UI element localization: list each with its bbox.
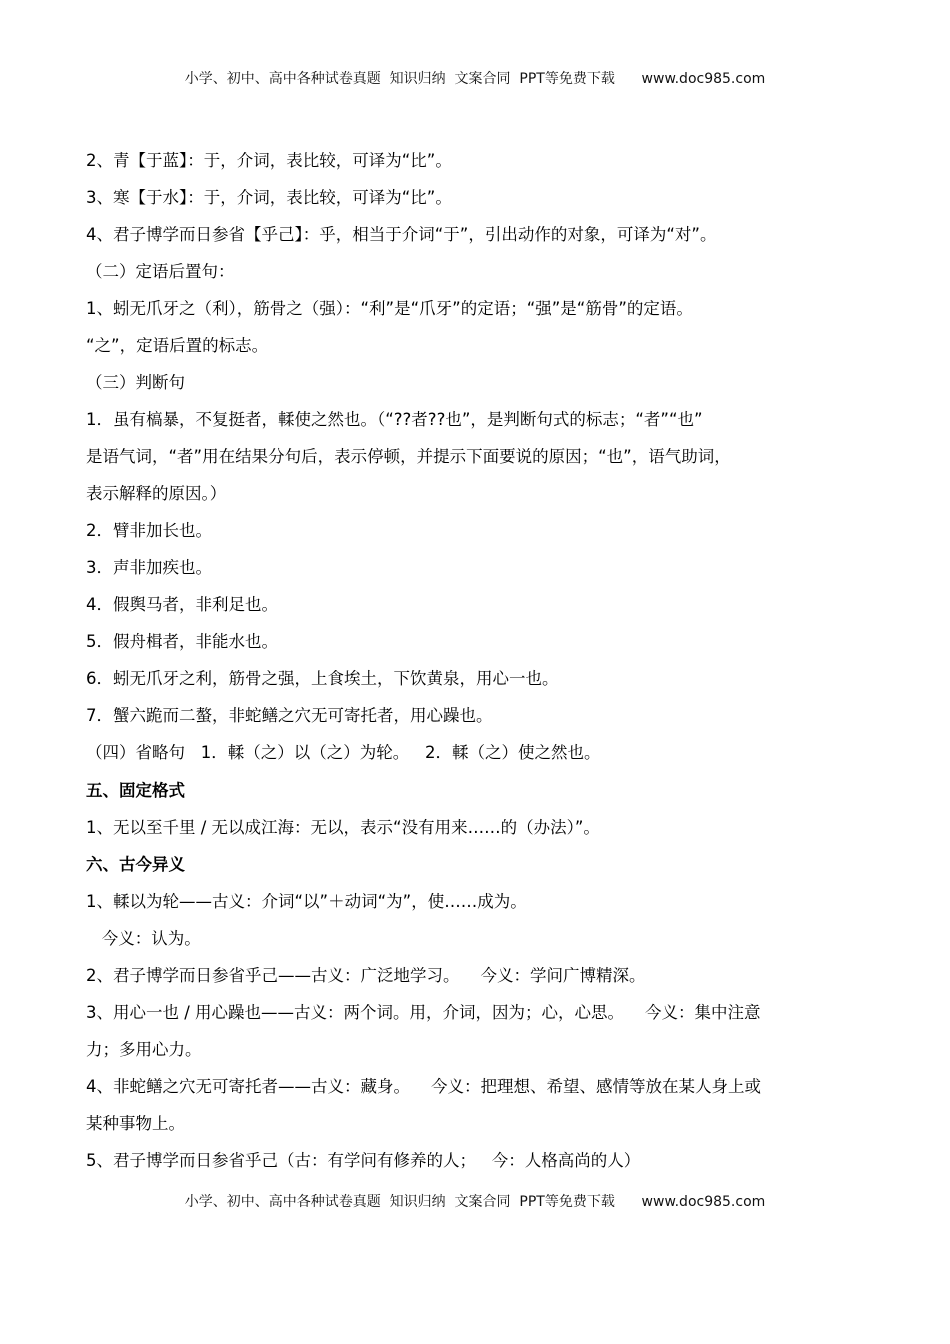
text-line: 4、君子博学而日参省【乎己】：乎，相当于介词“于”，引出动作的对象，可译为“对”。: [86, 225, 717, 244]
text-line: 3、寒【于水】：于，介词，表比较，可译为“比”。: [86, 188, 452, 207]
page-header: 小学、初中、高中各种试卷真题 知识归纳 文案合同 PPT等免费下载 www.doc985.com: [184, 71, 766, 87]
text-line: 1、蚓无爪牙之（利），筋骨之（强）：“利”是“爪牙”的定语；“强”是“筋骨”的定语。: [86, 299, 693, 318]
text-line: 4、非蛇鳝之穴无可寄托者——古义：藏身。 今义：把理想、希望、感情等放在某人身上或: [86, 1077, 761, 1096]
page-footer: 小学、初中、高中各种试卷真题 知识归纳 文案合同 PPT等免费下载 www.doc985.com: [184, 1194, 766, 1210]
text-line: 力；多用心力。: [86, 1040, 202, 1059]
text-line: 1．虽有槁暴，不复挺者，輮使之然也。（“??者??也”，是判断句式的标志；“者”“也”: [86, 410, 703, 429]
text-line: 7．蟹六跪而二螯，非蛇鳝之穴无可寄托者，用心躁也。: [86, 706, 493, 725]
section-heading: （三）判断句: [86, 373, 185, 392]
section-title: 六、古今异义: [86, 855, 185, 874]
text-line: 3．声非加疾也。: [86, 558, 212, 577]
text-line: 4．假舆马者，非利足也。: [86, 595, 278, 614]
text-line: 2、君子博学而日参省乎己——古义：广泛地学习。 今义：学问广博精深。: [86, 966, 646, 985]
text-line: 3、用心一也 / 用心躁也——古义：两个词。用，介词，因为；心，心思。 今义：集中注意: [86, 1003, 761, 1022]
text-line: 6．蚓无爪牙之利，筋骨之强，上食埃土，下饮黄泉，用心一也。: [86, 669, 559, 688]
text-line: “之”，定语后置的标志。: [86, 336, 269, 355]
text-line: 2、青【于蓝】：于，介词，表比较，可译为“比”。: [86, 151, 452, 170]
text-line: 是语气词，“者”用在结果分句后，表示停顿，并提示下面要说的原因；“也”，语气助词，: [86, 447, 731, 466]
text-line: 某种事物上。: [86, 1114, 185, 1133]
text-line: （四）省略句 1．輮（之）以（之）为轮。 2．輮（之）使之然也。: [86, 743, 601, 762]
text-line: 1、无以至千里 / 无以成江海：无以，表示“没有用来……的（办法）”。: [86, 818, 600, 837]
section-heading: （二）定语后置句：: [86, 262, 235, 281]
text-line: 5、君子博学而日参省乎己（古：有学问有修养的人； 今：人格高尚的人）: [86, 1151, 641, 1170]
text-line: 今义：认为。: [86, 929, 201, 948]
text-line: 5．假舟楫者，非能水也。: [86, 632, 278, 651]
text-line: 1、輮以为轮——古义：介词“以”＋动词“为”，使……成为。: [86, 892, 527, 911]
text-line: 表示解释的原因。）: [86, 484, 227, 503]
text-line: 2．臂非加长也。: [86, 521, 212, 540]
section-title: 五、固定格式: [86, 781, 185, 800]
